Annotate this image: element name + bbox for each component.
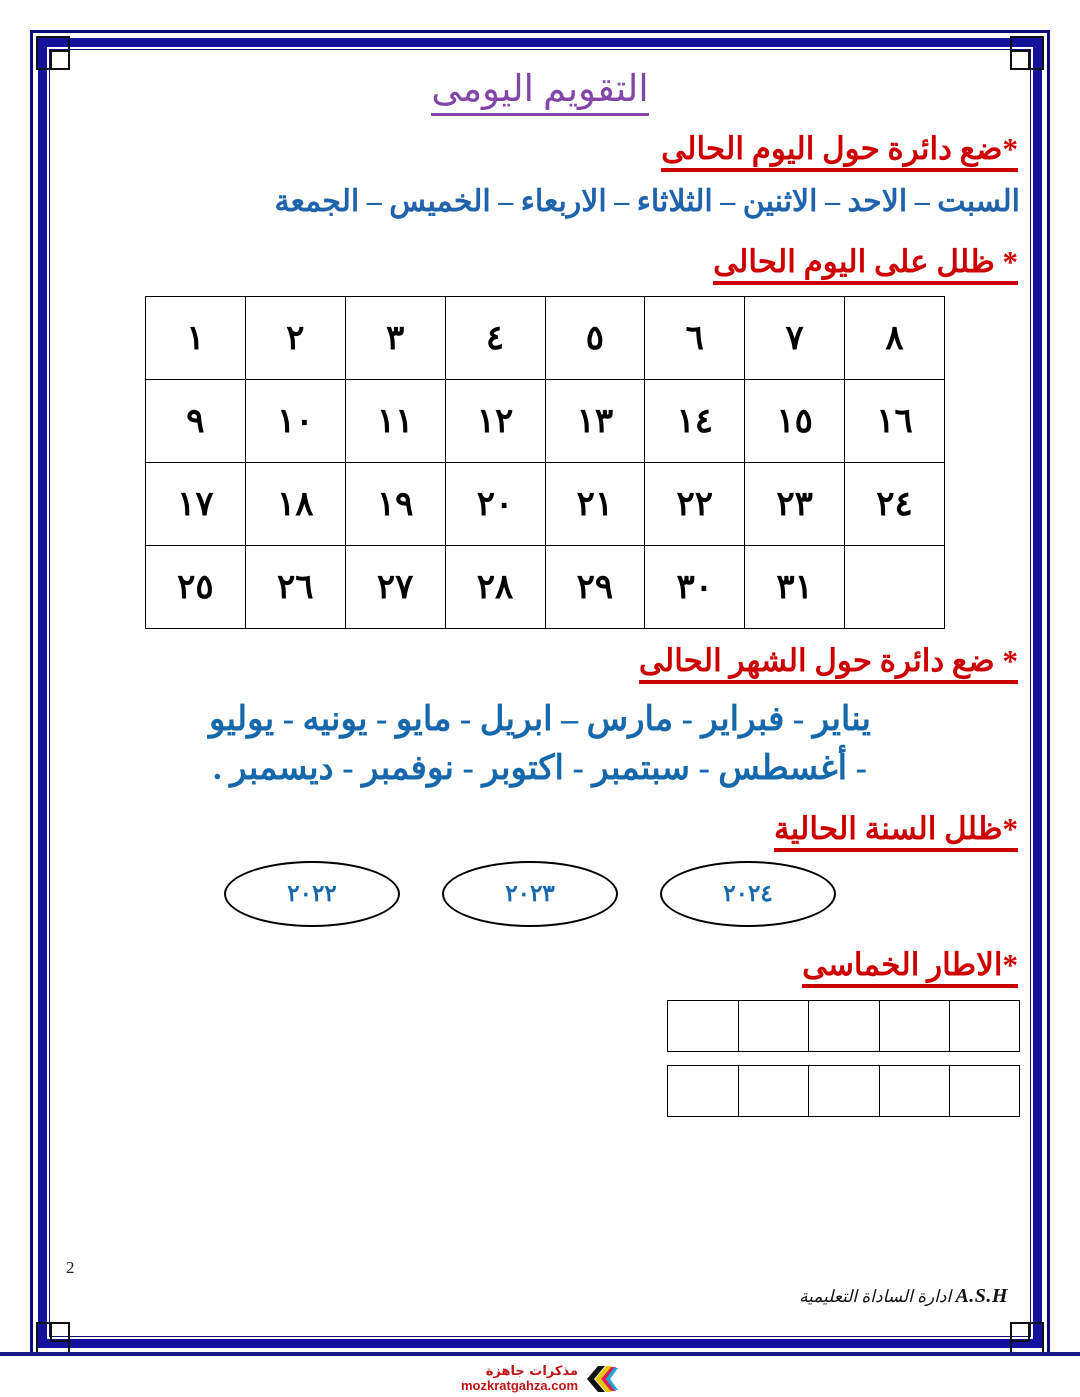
calendar-cell[interactable]: ٧	[745, 296, 845, 379]
brand-arabic-name: مذكرات جاهزة	[485, 1363, 579, 1379]
instruction-circle-month-text: * ضع دائرة حول الشهر الحالى	[639, 643, 1018, 684]
calendar-cell[interactable]: ١	[146, 296, 246, 379]
calendar-cell[interactable]: ٢٩	[545, 545, 645, 628]
calendar-cell[interactable]: ٢٦	[245, 545, 345, 628]
pentagon-box-cell[interactable]	[737, 1065, 809, 1117]
calendar-cell[interactable]: ٢٤	[845, 462, 945, 545]
pentagon-box-cell[interactable]	[878, 1000, 950, 1052]
instruction-pentagon-frame	[60, 947, 1020, 983]
calendar-cell[interactable]: ٣	[345, 296, 445, 379]
pentagon-box-row	[669, 1065, 1020, 1117]
calendar-cell[interactable]: ٥	[545, 296, 645, 379]
footer-initials: A.S.H	[955, 1285, 1008, 1307]
calendar-cell[interactable]: ٢	[245, 296, 345, 379]
pentagon-box-cell[interactable]	[948, 1000, 1020, 1052]
instruction-shade-day	[60, 244, 1020, 280]
calendar-table-wrapper	[60, 296, 1020, 629]
pentagon-box-cell[interactable]	[737, 1000, 809, 1052]
footer-divider-strip	[0, 1352, 1080, 1356]
brand-website-url[interactable]: mozkratgahza.com	[460, 1377, 579, 1393]
page-title	[60, 60, 1020, 111]
calendar-cell[interactable]: ١٢	[445, 379, 545, 462]
instruction-shade-year-text: *ظلل السنة الحالية	[774, 811, 1018, 852]
brand-text-group	[461, 1365, 578, 1392]
calendar-cell[interactable]: ٢٣	[745, 462, 845, 545]
table-row	[146, 462, 945, 545]
calendar-cell[interactable]: ٦	[645, 296, 745, 379]
calendar-cell[interactable]	[845, 545, 945, 628]
table-row	[146, 379, 945, 462]
year-label: ٢٠٢٤	[723, 880, 773, 906]
calendar-cell[interactable]: ٢٥	[146, 545, 246, 628]
corner-ornament-bottom-right-inner	[1010, 1322, 1030, 1342]
year-label: ٢٠٢٢	[287, 880, 337, 906]
calendar-cell[interactable]: ١٨	[245, 462, 345, 545]
calendar-cell[interactable]: ١٠	[245, 379, 345, 462]
year-option-oval[interactable]	[224, 861, 400, 927]
table-row	[146, 545, 945, 628]
pentagon-box-cell[interactable]	[878, 1065, 950, 1117]
instruction-shade-year	[60, 811, 1020, 847]
pentagon-box-row	[669, 1000, 1020, 1052]
calendar-cell[interactable]: ٣١	[745, 545, 845, 628]
year-label: ٢٠٢٣	[505, 880, 555, 906]
instruction-circle-month	[60, 643, 1020, 679]
brand-logo-group[interactable]	[461, 1364, 619, 1394]
days-of-week-list: السبت – الاحد – الاثنين – الثلاثاء – الاربعاء – الخميس – الجمعة	[274, 185, 1020, 219]
brand-footer-bar	[0, 1360, 1080, 1397]
instruction-circle-day-text: *ضع دائرة حول اليوم الحالى	[661, 131, 1018, 172]
pentagon-box-cell[interactable]	[667, 1000, 739, 1052]
calendar-cell[interactable]: ٢١	[545, 462, 645, 545]
page-number: 2	[66, 1258, 75, 1277]
months-list-line-1: يناير - فبراير - مارس – ابريل - مايو - يونيه - يوليو	[208, 700, 872, 738]
calendar-cell[interactable]: ١١	[345, 379, 445, 462]
footer-administration: ادارة الساداة التعليمية	[799, 1287, 952, 1306]
calendar-cell[interactable]: ١٥	[745, 379, 845, 462]
calendar-cell[interactable]: ١٣	[545, 379, 645, 462]
page-title-text: التقويم اليومى	[431, 69, 648, 116]
calendar-cell[interactable]: ٢٠	[445, 462, 545, 545]
calendar-cell[interactable]: ١٤	[645, 379, 745, 462]
pentagon-box-cell[interactable]	[948, 1065, 1020, 1117]
instruction-shade-day-text: * ظلل على اليوم الحالى	[713, 244, 1018, 285]
corner-ornament-bottom-left-inner	[50, 1322, 70, 1342]
pentagon-box-cell[interactable]	[667, 1065, 739, 1117]
calendar-cell[interactable]: ٢٧	[345, 545, 445, 628]
chevron-logo-icon	[585, 1364, 619, 1394]
calendar-body	[146, 296, 945, 628]
calendar-cell[interactable]: ١٩	[345, 462, 445, 545]
calendar-number-table	[145, 296, 945, 629]
instruction-pentagon-frame-text: *الاطار الخماسى	[802, 947, 1018, 988]
table-row	[146, 296, 945, 379]
pentagon-frame-boxes	[60, 1000, 1020, 1130]
calendar-cell[interactable]: ٢٨	[445, 545, 545, 628]
pentagon-box-cell[interactable]	[808, 1065, 880, 1117]
pentagon-box-cell[interactable]	[808, 1000, 880, 1052]
instruction-circle-day	[60, 131, 1020, 167]
calendar-cell[interactable]: ٣٠	[645, 545, 745, 628]
months-list-line-2: - أغسطس - سبتمبر - اكتوبر - نوفمبر - ديسمبر .	[213, 749, 867, 787]
calendar-cell[interactable]: ٩	[146, 379, 246, 462]
calendar-cell[interactable]: ١٦	[845, 379, 945, 462]
year-option-oval[interactable]	[442, 861, 618, 927]
calendar-cell[interactable]: ٢٢	[645, 462, 745, 545]
worksheet-content	[60, 60, 1020, 1270]
footer-signature	[799, 1285, 1008, 1308]
year-option-oval[interactable]	[660, 861, 836, 927]
calendar-cell[interactable]: ٨	[845, 296, 945, 379]
calendar-cell[interactable]: ٤	[445, 296, 545, 379]
calendar-cell[interactable]: ١٧	[146, 462, 246, 545]
year-options-group	[60, 861, 1020, 927]
